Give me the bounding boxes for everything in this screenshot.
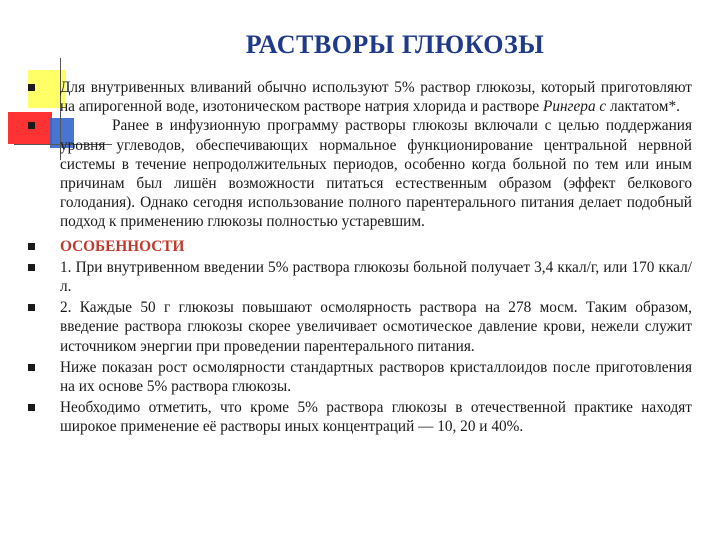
paragraph-text: Необходимо отметить, что кроме 5% раствора глюкозы в отечественной практике находят широкое применение её растворы иных концентраций — 10, 20 и 40%.: [60, 399, 692, 436]
bullet-square-icon: [28, 243, 35, 250]
paragraph-iv-infusion: [60, 78, 692, 116]
bullet-square-icon: [28, 84, 35, 91]
bullet-square-icon: [28, 404, 35, 411]
bullet-square-icon: [28, 264, 35, 271]
bullet-square-icon: [28, 122, 35, 129]
slide-body: [60, 78, 692, 437]
paragraph-concentrations: [60, 398, 692, 436]
bullet-square-icon: [28, 304, 35, 311]
paragraph-text: Для внутривенных вливаний обычно используют 5% раствор глюкозы, который приготовляют на апирогенной воде, изотоническом растворе натрия хлорида и растворе: [60, 79, 692, 116]
paragraph-text: Ниже показан рост осмолярности стандартных растворов кристаллоидов после приготовления на их основе 5% раствора глюкозы.: [60, 358, 692, 396]
paragraph-italic-text: Рингера с: [542, 98, 607, 116]
paragraph-osmolarity: [60, 358, 692, 396]
paragraph-text: 1. При внутривенном введении 5% раствора глюкозы больной получает 3,4 ккал/г, или 170 ккал/л.: [60, 258, 692, 296]
paragraph-text: 2. Каждые 50 г глюкозы повышают осмолярность раствора на 278 мосм. Таким образом, введение раствора глюкозы скорее увеличивает осмотическое давление крови, нежели служит источником энергии при проведении парентерального питания.: [60, 299, 692, 355]
paragraph-text: Ранее в инфузионную программу растворы глюкозы включали с целью поддержания уровня углеводов, обеспечивающих нормальное функционирование центральной нервной системы в течение непродолжительных периодов, особенно когда больной по тем или иным причинам был лишён возможности питаться естественным образом (эффект белкового голодания). Однако сегодня использование полного парентерального питания делает подобный подход к применению глюкозы полностью устаревшим.: [60, 117, 692, 231]
paragraph-history: [60, 116, 692, 231]
paragraph-text: лактатом*.: [606, 98, 680, 116]
paragraph-heading: [60, 237, 692, 256]
paragraph-point-1: [60, 258, 692, 296]
slide-title: РАСТВОРЫ ГЛЮКОЗЫ: [245, 30, 545, 59]
bullet-square-icon: [28, 364, 35, 371]
paragraph-point-2: [60, 298, 692, 356]
section-heading: ОСОБЕННОСТИ: [60, 237, 185, 255]
